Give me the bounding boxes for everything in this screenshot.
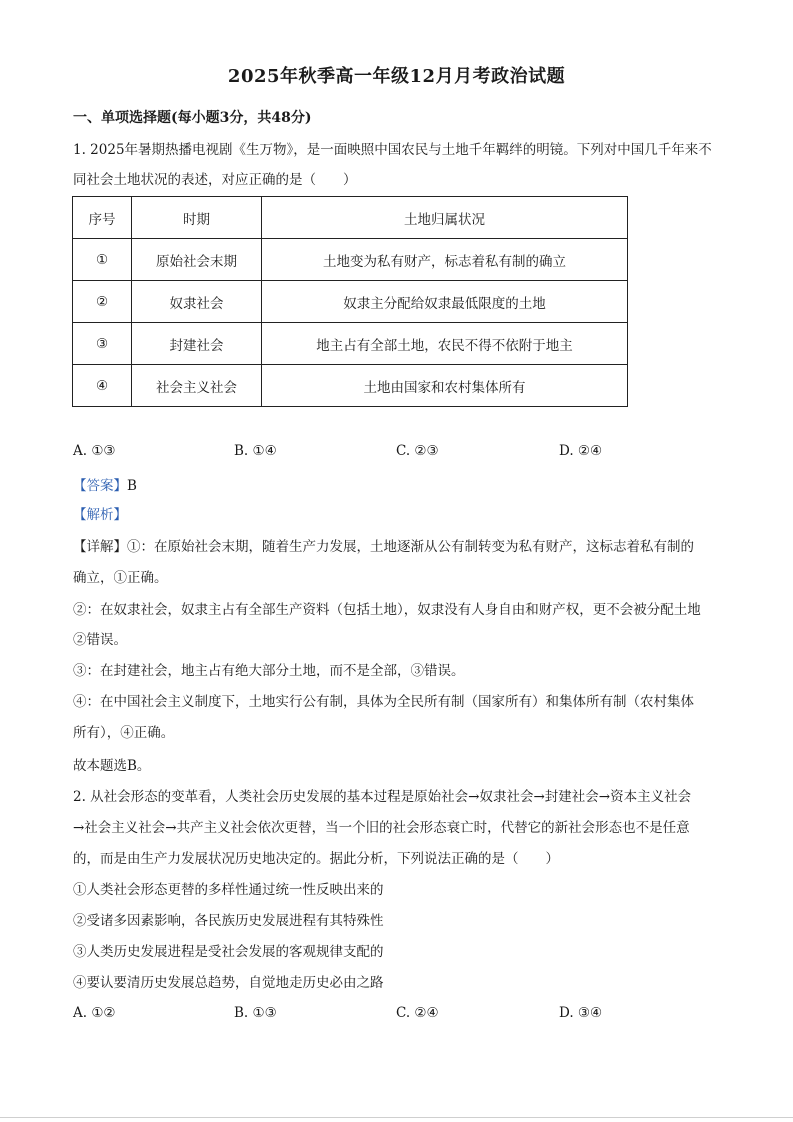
- q2-statement: ②受诸多因素影响，各民族历史发展进程有其特殊性: [73, 913, 384, 929]
- q2-statement: ③人类历史发展进程是受社会发展的客观规律支配的: [73, 944, 384, 960]
- table-cell-period: 奴隶社会: [132, 281, 262, 323]
- table-cell-num: ④: [73, 365, 132, 407]
- option-a[interactable]: A. ①②: [73, 1005, 116, 1021]
- detail-line: 确立，①正确。: [73, 570, 168, 586]
- detail-line: ②：在奴隶社会，奴隶主占有全部生产资料（包括土地），奴隶没有人身自由和财产权，更不会被分配土地: [73, 602, 701, 618]
- table-header: 序号: [73, 197, 132, 239]
- table-row: [73, 323, 628, 365]
- table-cell-status: 奴隶主分配给奴隶最低限度的土地: [262, 281, 628, 323]
- q1-options: [73, 443, 733, 463]
- table-row: [73, 239, 628, 281]
- table-cell-period: 封建社会: [132, 323, 262, 365]
- q2-stem-line-1: 2. 从社会形态的变革看，人类社会历史发展的基本过程是原始社会→奴隶社会→封建社会→资本主义社会: [73, 789, 692, 805]
- table-cell-period: 社会主义社会: [132, 365, 262, 407]
- option-a[interactable]: A. ①③: [73, 443, 116, 459]
- detail-line: ③：在封建社会，地主占有绝大部分土地，而不是全部，③错误。: [73, 663, 465, 679]
- table-header: 时期: [132, 197, 262, 239]
- section-heading: 一、单项选择题(每小题3分，共48分): [73, 110, 312, 126]
- q2-stem-line-2: →社会主义社会→共产主义社会依次更替，当一个旧的社会形态衰亡时，代替它的新社会形态也不是任意: [73, 820, 690, 836]
- page-bottom-divider: [0, 1117, 793, 1118]
- conclusion-line: 故本题选B。: [73, 758, 151, 774]
- land-status-table: [72, 196, 628, 407]
- detail-line: ②错误。: [73, 632, 127, 648]
- option-d[interactable]: D. ②④: [559, 443, 603, 459]
- answer-value: B: [127, 478, 137, 494]
- table-cell-status: 地主占有全部土地，农民不得不依附于地主: [262, 323, 628, 365]
- table-cell-period: 原始社会末期: [132, 239, 262, 281]
- detail-line: ④：在中国社会主义制度下，土地实行公有制，具体为全民所有制（国家所有）和集体所有制（农村集体: [73, 694, 694, 710]
- answer-tag: 【答案】: [73, 478, 127, 494]
- q2-statement: ①人类社会形态更替的多样性通过统一性反映出来的: [73, 882, 384, 898]
- detail-line: 所有），④正确。: [73, 725, 175, 741]
- option-c[interactable]: C. ②③: [396, 443, 439, 459]
- option-b[interactable]: B. ①③: [234, 1005, 277, 1021]
- table-cell-num: ②: [73, 281, 132, 323]
- q2-statement: ④要认要清历史发展总趋势，自觉地走历史必由之路: [73, 975, 384, 991]
- analysis-tag: 【解析】: [73, 507, 127, 523]
- detail-line: 【详解】①：在原始社会末期，随着生产力发展，土地逐渐从公有制转变为私有财产，这标志着私有制的: [73, 539, 694, 555]
- q1-stem-line-2: 同社会土地状况的表述，对应正确的是（ ）: [73, 172, 357, 188]
- table-header: 土地归属状况: [262, 197, 628, 239]
- table-cell-status: 土地由国家和农村集体所有: [262, 365, 628, 407]
- table-header-row: [73, 197, 628, 239]
- option-c[interactable]: C. ②④: [396, 1005, 439, 1021]
- q2-options: [73, 1005, 733, 1025]
- table-cell-num: ③: [73, 323, 132, 365]
- q2-stem-line-3: 的，而是由生产力发展状况历史地决定的。据此分析，下列说法正确的是（ ）: [73, 851, 559, 867]
- option-d[interactable]: D. ③④: [559, 1005, 603, 1021]
- table-row: [73, 281, 628, 323]
- page-title: 2025年秋季高一年级12月月考政治试题: [227, 66, 566, 87]
- q1-stem-line-1: 1. 2025年暑期热播电视剧《生万物》，是一面映照中国农民与土地千年羁绊的明镜。下列对中国几千年来不: [73, 142, 712, 158]
- answer-line: [73, 476, 728, 496]
- option-b[interactable]: B. ①④: [234, 443, 277, 459]
- table-row: [73, 365, 628, 407]
- table-cell-num: ①: [73, 239, 132, 281]
- table-cell-status: 土地变为私有财产，标志着私有制的确立: [262, 239, 628, 281]
